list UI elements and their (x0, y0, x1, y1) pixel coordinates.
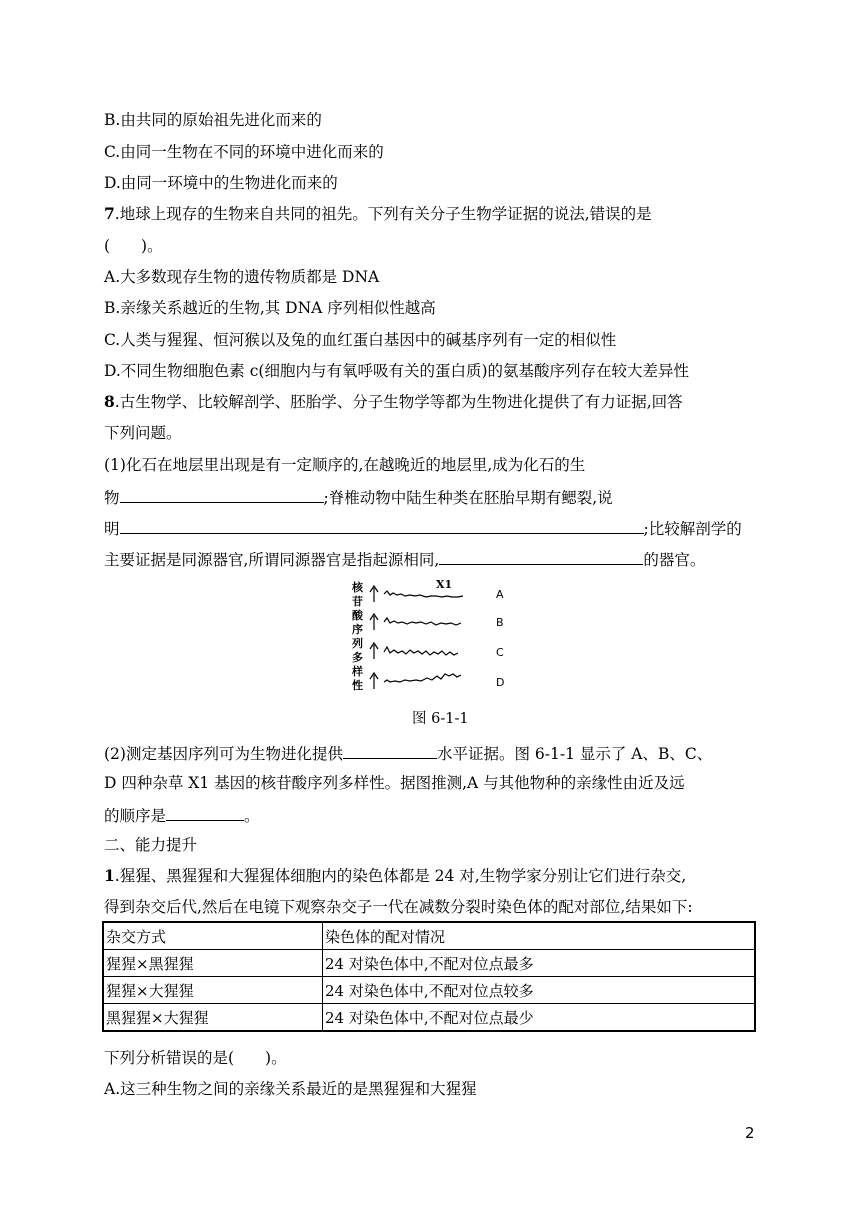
q8-number: 8 (104, 392, 115, 411)
axis-label-char: 核 (352, 581, 363, 594)
sequence-line-b (384, 618, 461, 625)
table-row (103, 950, 755, 977)
axis-label-char: 性 (352, 679, 363, 692)
table-header: 杂交方式 (103, 922, 323, 950)
arrow-up-icon (370, 586, 378, 602)
q1-stem-text: .猩猩、黑猩猩和大猩猩体细胞内的染色体都是 24 对,生物学家分别让它们进行杂交, (114, 867, 687, 885)
sequence-line-d (384, 674, 461, 682)
arrow-up-icon (370, 614, 378, 630)
table-cell: 24 对染色体中,不配对位点最少 (323, 1004, 756, 1032)
q7-number: 7 (104, 204, 115, 223)
axis-label-char: 苷 (352, 595, 363, 608)
q7-stem-text: .地球上现存的生物来自共同的祖先。下列有关分子生物学证据的说法,错误的是 (114, 205, 652, 223)
answer-blank[interactable] (439, 548, 643, 565)
q6-option-b: B.由共同的原始祖先进化而来的 (104, 111, 322, 129)
q7-stem-answer: ( )。 (104, 237, 163, 255)
arrow-up-icon (370, 673, 378, 689)
q7-option-d: D.不同生物细胞色素 c(细胞内与有氧呼吸有关的蛋白质)的氨基酸序列存在较大差异性 (104, 362, 690, 380)
q8-part1-line2 (104, 486, 613, 508)
q1-stem-cont: 得到杂交后代,然后在电镜下观察杂交子一代在减数分裂时染色体的配对部位,结果如下: (104, 898, 693, 916)
q8-text: 。 (244, 807, 260, 825)
axis-label-char: 酸 (352, 609, 363, 622)
q1-stem (104, 866, 686, 886)
q7-option-a: A.大多数现存生物的遗传物质都是 DNA (104, 268, 380, 286)
gene-label: X1 (436, 578, 453, 591)
table-row (103, 977, 755, 1004)
q8-text: (2)测定基因序列可为生物进化提供 (104, 745, 343, 763)
axis-label-char: 多 (352, 651, 363, 664)
q8-part2-line1 (104, 742, 712, 764)
answer-blank[interactable] (120, 486, 324, 503)
q8-text: 水平证据。图 6-1-1 显示了 A、B、C、 (436, 745, 713, 763)
q8-part2-line2: D 四种杂草 X1 基因的核苷酸序列多样性。据图推测,A 与其他物种的亲缘性由近及远 (104, 774, 685, 792)
species-label-d: D (496, 676, 505, 689)
table-cell: 猩猩×黑猩猩 (103, 950, 323, 977)
arrow-up-icon (370, 643, 378, 659)
q8-text: 物 (104, 489, 120, 507)
species-label-c: C (496, 646, 504, 659)
q7-option-c: C.人类与猩猩、恒河猴以及兔的血红蛋白基因中的碱基序列有一定的相似性 (104, 331, 617, 349)
q8-text: 的顺序是 (104, 807, 167, 825)
q8-part1-line4 (104, 548, 705, 570)
q7-option-b: B.亲缘关系越近的生物,其 DNA 序列相似性越高 (104, 299, 436, 317)
q8-part1-line1: (1)化石在地层里出现是有一定顺序的,在越晚近的地层里,成为化石的生 (104, 456, 586, 474)
axis-label-char: 样 (352, 665, 363, 678)
axis-label-char: 列 (352, 637, 363, 650)
q8-text: 主要证据是同源器官,所谓同源器官是指起源相同, (104, 551, 440, 569)
table-cell: 24 对染色体中,不配对位点较多 (323, 977, 756, 1004)
q8-stem (104, 392, 683, 412)
q8-part2-line3 (104, 804, 260, 826)
table-cell: 24 对染色体中,不配对位点最多 (323, 950, 756, 977)
species-label-b: B (496, 616, 504, 629)
species-label-a: A (496, 588, 504, 601)
q8-text: ;脊椎动物中陆生种类在胚胎早期有鳃裂,说 (323, 489, 613, 507)
q1-number: 1 (104, 866, 115, 885)
answer-blank[interactable] (166, 804, 244, 821)
q1-after-table: 下列分析错误的是( )。 (104, 1049, 287, 1067)
q8-text: 明 (104, 520, 120, 538)
q6-option-d: D.由同一环境中的生物进化而来的 (104, 174, 338, 192)
table-cell: 猩猩×大猩猩 (103, 977, 323, 1004)
sequence-line-c (384, 647, 458, 655)
q8-part1-line3 (104, 517, 742, 539)
answer-blank[interactable] (343, 742, 437, 759)
q6-option-c: C.由同一生物在不同的环境中进化而来的 (104, 143, 384, 161)
q7-stem (104, 204, 652, 224)
q8-text: 的器官。 (643, 551, 706, 569)
q1-option-a: A.这三种生物之间的亲缘关系最近的是黑猩猩和大猩猩 (104, 1080, 477, 1098)
nucleotide-diversity-figure (350, 576, 520, 698)
q8-stem-cont: 下列问题。 (104, 424, 182, 442)
table-header: 染色体的配对情况 (323, 922, 756, 950)
figure-caption: 图 6-1-1 (412, 711, 469, 727)
q8-stem-text: .古生物学、比较解剖学、胚胎学、分子生物学等都为生物进化提供了有力证据,回答 (114, 393, 683, 411)
table-header-row (103, 922, 755, 950)
axis-label-char: 序 (352, 623, 363, 636)
sequence-line-a (384, 591, 463, 597)
section-title: 二、能力提升 (104, 836, 198, 854)
table-row (103, 1004, 755, 1032)
answer-blank[interactable] (120, 517, 644, 534)
hybridization-table (102, 921, 756, 1032)
table-cell: 黑猩猩×大猩猩 (103, 1004, 323, 1032)
q8-text: ;比较解剖学的 (643, 520, 742, 538)
page-number: 2 (745, 1124, 755, 1142)
